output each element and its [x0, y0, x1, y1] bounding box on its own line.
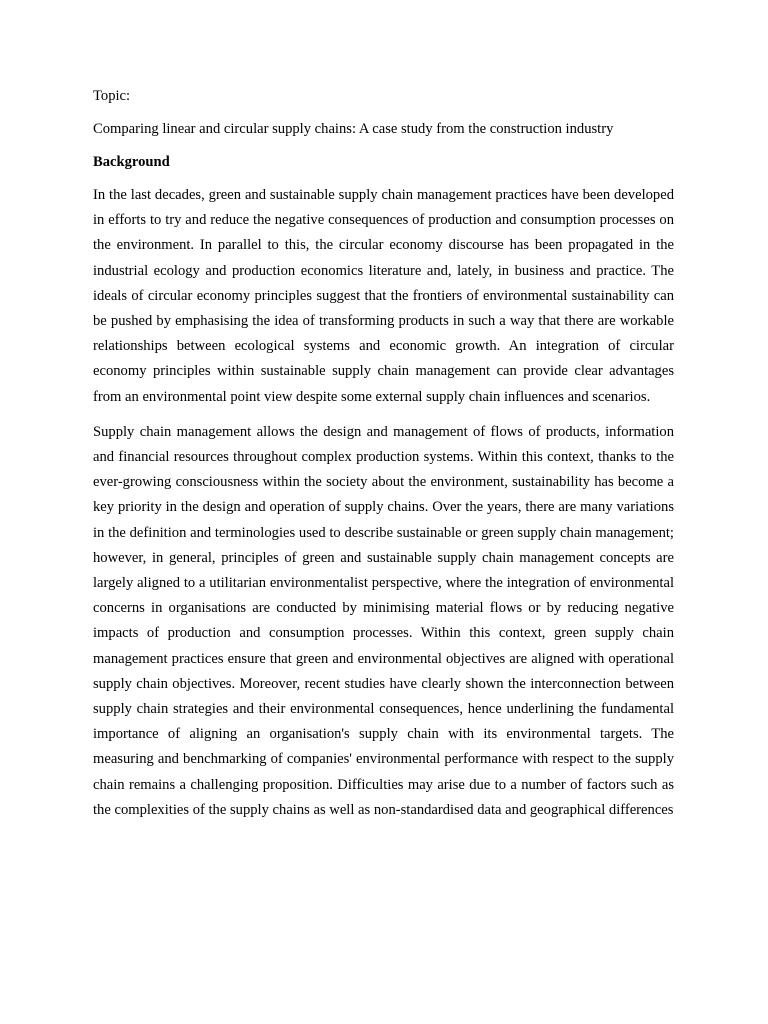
- topic-label: Topic:: [93, 88, 131, 104]
- topic-title: Comparing linear and circular supply chains: A case study from the construction industry: [93, 121, 614, 137]
- paragraph-1: In the last decades, green and sustainable supply chain management practices have been developed in efforts to try and reduce the negative consequences of production and consumption processes on the environment. In parallel to this, the circular economy discourse has been propagated in the industrial ecology and production economics literature and, lately, in business and practice. The ideals of circular economy principles suggest that the frontiers of environmental sustainability can be pushed by emphasising the idea of transforming products in such a way that there are workable relationships between ecological systems and economic growth. An integration of circular economy principles within sustainable supply chain management can provide clear advantages from an environmental point view despite some external supply chain influences and scenarios.: [93, 187, 674, 405]
- section-heading-background: Background: [93, 154, 170, 170]
- paragraph-2: Supply chain management allows the design and management of flows of products, information and financial resources throughout complex production systems. Within this context, thanks to the ever-growing consciousness within the society about the environment, sustainability has become a key priority in the design and operation of supply chains. Over the years, there are many variations in the definition and terminologies used to describe sustainable or green supply chain management; however, in general, principles of green and sustainable supply chain management concepts are largely aligned to a utilitarian environmentalist perspective, where the integration of environmental concerns in organisations are conducted by minimising material flows or by reducing negative impacts of production and consumption processes. Within this context, green supply chain management practices ensure that green and environmental objectives are aligned with operational supply chain objectives. Moreover, recent studies have clearly shown the interconnection between supply chain strategies and their environmental consequences, hence underlining the fundamental importance of aligning an organisation's supply chain with its environmental targets. The measuring and benchmarking of companies' environmental performance with respect to the supply chain remains a challenging proposition. Difficulties may arise due to a number of factors such as the complexities of the supply chains as well as non-standardised data and geographical differences: [93, 423, 674, 818]
- document-body: [93, 86, 674, 833]
